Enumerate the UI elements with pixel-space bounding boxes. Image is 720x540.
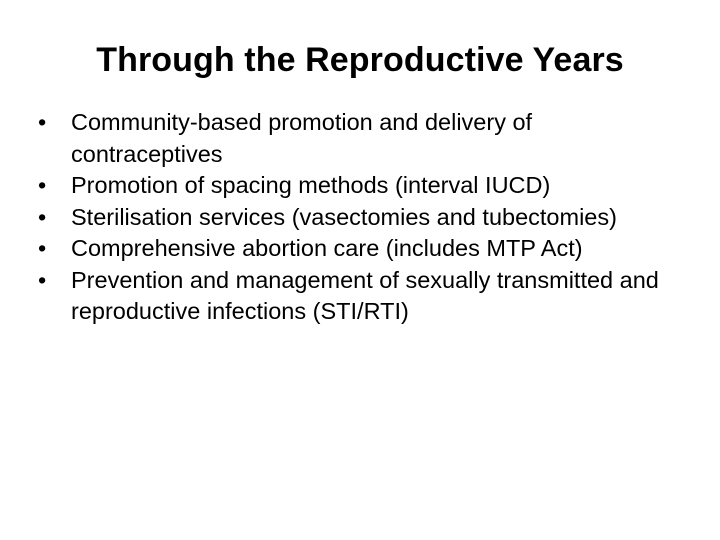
bullet-text: Comprehensive abortion care (includes MTP Act) (71, 235, 583, 261)
bullet-item-contraceptives (38, 107, 678, 170)
bullet-text: Community-based promotion and delivery of contraceptives (71, 109, 533, 167)
bullet-item-sti-rti (38, 265, 678, 328)
bullet-icon: • (38, 235, 47, 261)
bullet-icon: • (38, 203, 47, 230)
bullet-icon: • (38, 109, 47, 135)
slide-title: Through the Reproductive Years (96, 41, 624, 79)
bullet-item-sterilisation (38, 202, 678, 234)
bullet-text: Promotion of spacing methods (interval IUCD) (71, 172, 551, 198)
bullet-item-spacing-methods (38, 170, 678, 202)
bullet-text: Sterilisation services (vasectomies and tubectomies) (71, 203, 617, 230)
bullet-text: Prevention and management of sexually transmitted and reproductive infections (STI/RTI) (71, 266, 659, 324)
bullet-list (38, 107, 678, 328)
bullet-icon: • (38, 266, 47, 293)
bullet-icon: • (38, 172, 47, 198)
bullet-item-abortion-care (38, 233, 678, 265)
